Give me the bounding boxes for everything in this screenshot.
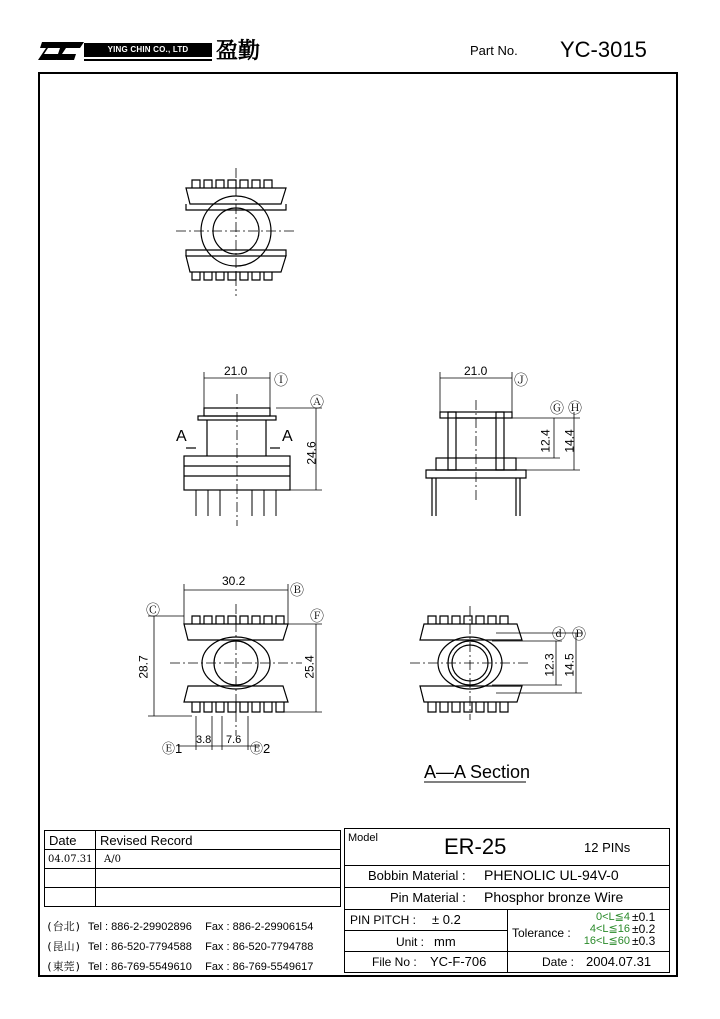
- contact-city: (昆山): [46, 940, 82, 953]
- date-value: 2004.07.31: [586, 954, 652, 969]
- ref-h-marker: Ⓗ: [568, 400, 582, 416]
- record-row-record: [95, 887, 341, 907]
- tolerance-value-1: ±0.1: [632, 910, 656, 924]
- record-row-record: [95, 868, 341, 888]
- record-row-date: [44, 887, 96, 907]
- section-mark-left: A: [176, 428, 187, 445]
- pitch-label: PIN PITCH :: [350, 913, 417, 927]
- record-header-record: Revised Record: [95, 830, 341, 850]
- spec-divider: [344, 865, 670, 866]
- spec-divider: [344, 887, 670, 888]
- unit-value: mm: [434, 934, 456, 949]
- file-value: YC-F-706: [430, 954, 487, 969]
- side-width-dim: 21.0: [464, 364, 488, 378]
- contact-row: [46, 958, 313, 974]
- front-width-dim: 21.0: [224, 364, 248, 378]
- tolerance-values: [632, 911, 655, 947]
- contact-city: (台北): [46, 920, 82, 933]
- contact-fax: Fax : 886-2-29906154: [205, 921, 314, 933]
- front-height-dim: 24.6: [304, 441, 319, 465]
- company-name-cjk: 盈勤: [216, 38, 261, 64]
- pin-value: Phosphor bronze Wire: [484, 889, 624, 905]
- tolerance-range-1: 0<L≦4: [596, 911, 630, 923]
- ref-e1-marker: Ⓔ1: [162, 741, 183, 756]
- pin-label: Pin Material :: [390, 890, 466, 905]
- top-view: [176, 168, 296, 296]
- pitch-value: ± 0.2: [432, 912, 461, 927]
- side-dim-h: 14.4: [562, 429, 577, 453]
- pitch-e1-dim: 3.8: [196, 734, 212, 746]
- pins-value: 12 PINs: [584, 840, 631, 855]
- ref-a-marker: Ⓐ: [310, 394, 324, 410]
- section-caption: A—A Section: [424, 762, 531, 782]
- part-no-value: YC-3015: [560, 37, 647, 62]
- bobbin-label: Bobbin Material :: [368, 868, 466, 883]
- contact-fax: Fax : 86-769-5549617: [205, 961, 314, 973]
- top-view-upper-teeth: [192, 180, 272, 188]
- contact-fax: Fax : 86-520-7794788: [205, 941, 314, 953]
- ref-c-marker: Ⓒ: [146, 602, 160, 618]
- tolerance-value-2: ±0.2: [632, 922, 656, 936]
- model-label: Model: [348, 832, 378, 844]
- spec-divider: [344, 930, 508, 931]
- tolerance-range: [574, 911, 630, 947]
- section-mark-right: A: [282, 428, 293, 445]
- contact-tel: Tel : 886-2-29902896: [87, 921, 192, 933]
- ref-j-marker: Ⓙ: [514, 372, 528, 388]
- side-view: [426, 372, 580, 516]
- ref-e2-marker: Ⓔ2: [250, 741, 271, 756]
- bottom-view: [148, 584, 322, 750]
- bobbin-value: PHENOLIC UL-94V-0: [484, 867, 619, 883]
- bottom-height-dim: 28.7: [136, 655, 151, 679]
- bottom-inner-height-dim: 25.4: [302, 655, 317, 679]
- front-view: [184, 372, 322, 526]
- ref-f-marker: Ⓕ: [310, 608, 324, 624]
- company-name: YING CHIN CO., LTD: [84, 43, 212, 57]
- ref-d-large-marker: Ⓓ: [572, 626, 586, 642]
- date-label: Date :: [542, 955, 575, 969]
- ref-d-small-marker: ⓓ: [552, 626, 566, 642]
- tolerance-value-3: ±0.3: [632, 934, 656, 948]
- ref-i-marker: Ⓘ: [274, 372, 288, 388]
- record-row-date: 04.07.31: [44, 849, 96, 869]
- tolerance-range-3: 16<L≦60: [583, 935, 630, 947]
- record-row-date: [44, 868, 96, 888]
- model-value: ER-25: [444, 834, 507, 859]
- section-dim-inner: 12.3: [542, 653, 557, 677]
- spec-divider: [344, 951, 670, 952]
- contact-tel: Tel : 86-769-5549610: [87, 961, 192, 973]
- record-row-record: A/0: [95, 849, 341, 869]
- side-dim-g: 12.4: [538, 429, 553, 453]
- section-dim-outer: 14.5: [562, 653, 577, 677]
- tolerance-label: Tolerance :: [512, 926, 571, 940]
- pitch-e2-dim: 7.6: [226, 734, 242, 746]
- unit-label: Unit :: [396, 935, 425, 949]
- contact-tel: Tel : 86-520-7794588: [87, 941, 192, 953]
- spec-divider: [507, 909, 508, 973]
- contact-row: [46, 918, 313, 934]
- bottom-width-dim: 30.2: [222, 574, 246, 588]
- contact-row: [46, 938, 313, 954]
- part-no-label: Part No.: [470, 43, 518, 58]
- ref-g-marker: Ⓖ: [550, 400, 564, 416]
- tolerance-range-2: 4<L≦16: [589, 923, 630, 935]
- file-label: File No :: [372, 955, 417, 969]
- ref-b-marker: Ⓑ: [290, 582, 304, 598]
- record-header-date: Date: [44, 830, 96, 850]
- contact-city: (東莞): [46, 960, 82, 973]
